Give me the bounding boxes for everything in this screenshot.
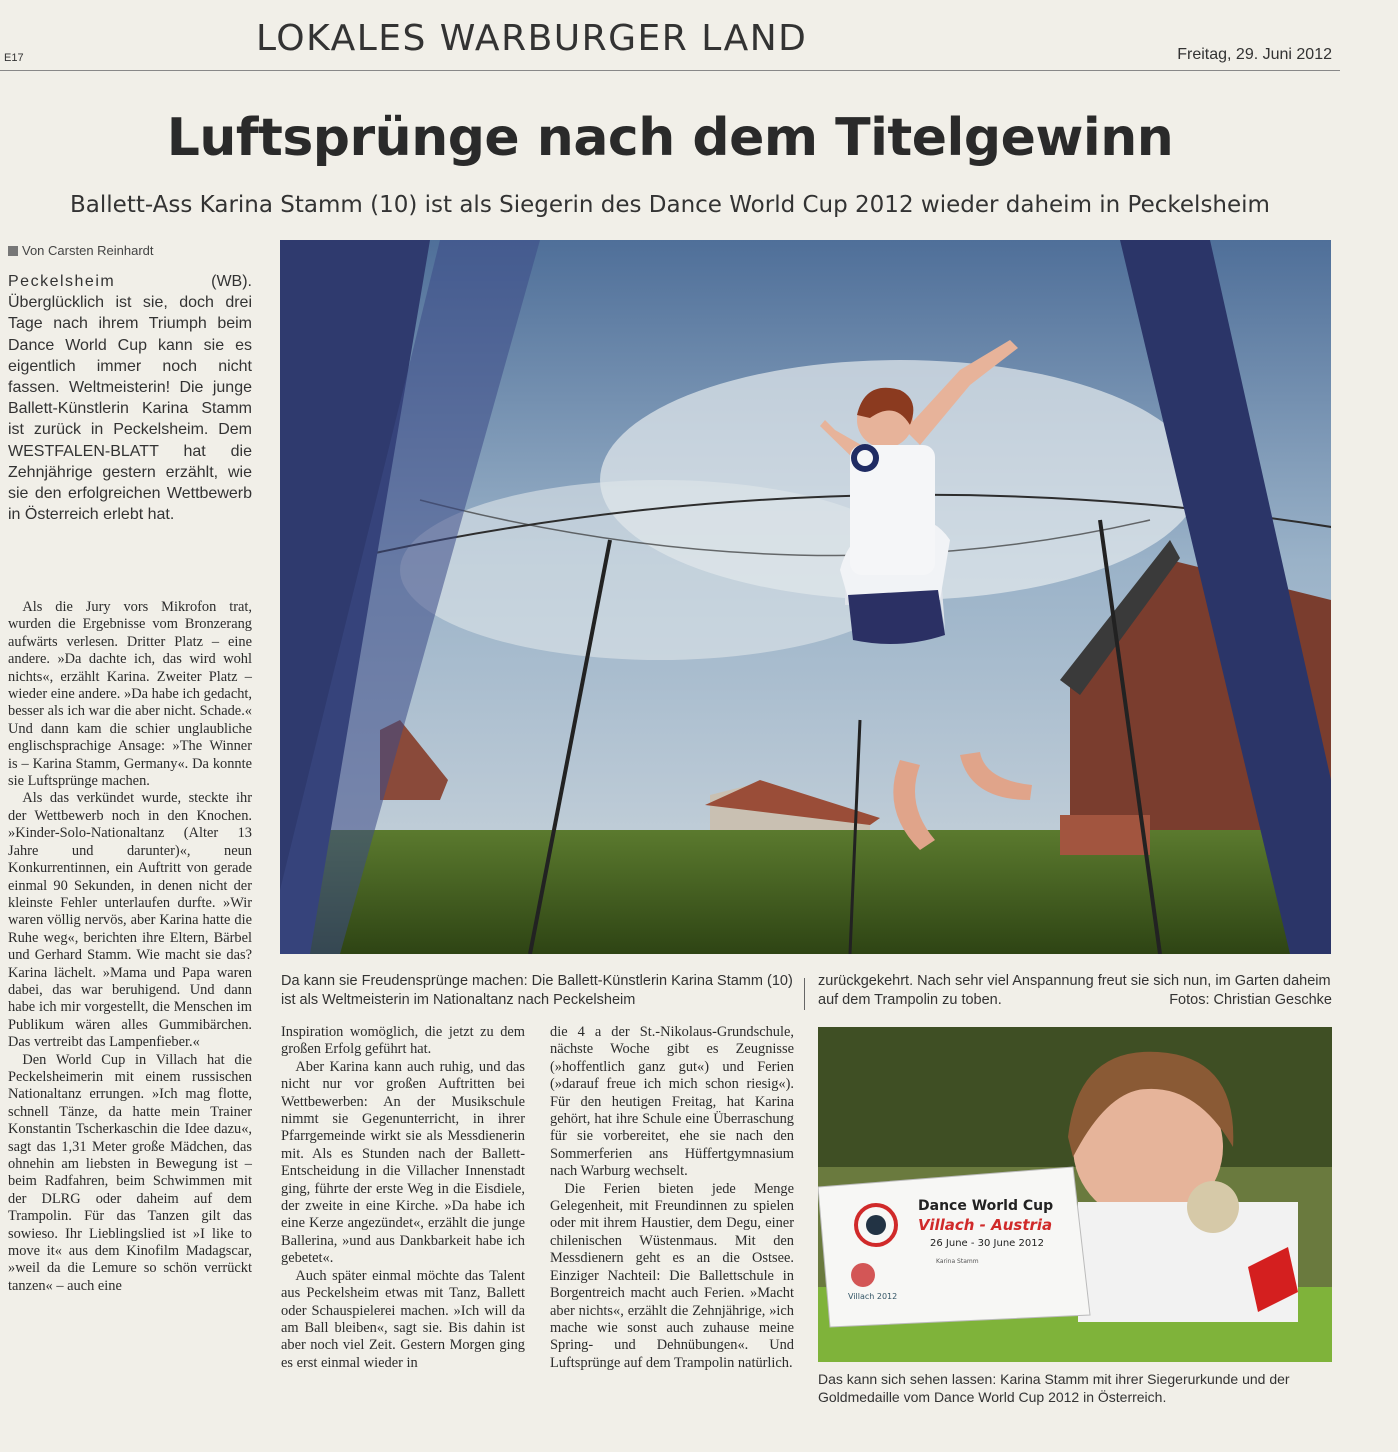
issue-date: Freitag, 29. Juni 2012 (1177, 46, 1332, 63)
certificate-photo-caption: Das kann sich sehen lassen: Karina Stamm mit ihrer Siegerurkunde und der Goldmedaille vom Dance World Cup 2012 in Österreich. (818, 1371, 1290, 1405)
intro-tag: (WB). (211, 273, 252, 290)
villach-logo-icon (851, 1263, 875, 1287)
paragraph: Den World Cup in Villach hat die Peckelsheimerin mit einem russischen Nationaltanz errungen. »Ich mag flotte, schnell Tänze, da hatte mein Trainer Konstantin Tscherkaschin die Idee dazu«, sagt das 1,31 Meter große Mädchen, das ohnehin am liebsten in Bewegung ist – beim Radfahren, beim Schwimmen mit der DLRG oder daheim auf dem Trampolin. Für das Tanzen gilt das sowieso. Ihr Lieblingslied ist »I like to move it« aus dem Kinofilm Madagscar, »weil da die Lemure so schön verrückt tanzen« – auch eine (8, 1051, 252, 1294)
paragraph: Die Ferien bieten jede Menge Gelegenheit, mit Freundinnen zu spielen oder mit ihrem Haustier, dem Degu, einer chilenischen Wüstenmaus. Mit den Messdienern geht es an die Ostsee. Einziger Nachteil: Die Ballettschule in Borgentreich macht auch Ferien. »Macht aber nichts«, erzählt die Zehnjährige, »ich mache wie sonst auch zuhause meine Spring- und Dehnübungen«. Und Luftsprünge auf dem Trampolin natürlich. (550, 1180, 794, 1371)
trampoline-illustration (280, 240, 1331, 954)
body-column-1 (8, 599, 252, 1295)
main-photo-caption-continued (818, 972, 1332, 1010)
author-marker-icon (8, 246, 18, 256)
hedge (280, 830, 1331, 954)
author-name: Von Carsten Reinhardt (22, 243, 154, 258)
intro-text: Überglücklich ist sie, doch drei Tage nach ihrem Triumph beim Dance World Cup kann sie es eigentlich immer noch nicht fassen. Weltmeisterin! Die junge Ballett-Künstlerin Karina Stamm ist zurück in Peckelsheim. Dem WESTFALEN-BLATT hat die Zehnjährige gestern erzählt, wie sie den erfolgreichen Wettbewerb in Österreich erlebt hat. (8, 294, 252, 524)
paragraph: Auch später einmal möchte das Talent aus Peckelsheim etwas mit Tanz, Ballett oder Schauspielerei machen. »Ich will da am Ball bleiben«, sagt sie. Bis dahin ist aber noch viel Zeit. Gestern Morgen ging es erst einmal wieder in (281, 1267, 525, 1371)
paragraph: Als die Jury vors Mikrofon trat, wurden die Ergebnisse vom Bronzerang aufwärts verlesen. Dritter Platz – eine andere. »Da dachte ich, das wird wohl nichts«, erzählt Karina. Zweiter Platz – wieder eine andere. »Da habe ich gedacht, besser als ich war die aber nicht. Schade.« Und dann kam die schier unglaubliche englischsprachige Ansage: »The Winner is – Karina Stamm, Germany«. Da konnte sie Luftsprünge machen. (8, 599, 252, 790)
subheadline: Ballett-Ass Karina Stamm (10) ist als Siegerin des Dance World Cup 2012 wieder daheim in Peckelsheim (70, 192, 1270, 218)
certificate-photo (818, 1027, 1332, 1362)
paragraph: Aber Karina kann auch ruhig, und das nicht nur vor großen Auftritten bei Wettbewerben: An der Musikschule nimmt sie Gegenunterricht, in ihrer Pfarrgemeinde wirkt sie als Messdienerin mit. Als es Stunden nach der Ballett-Entscheidung in die Villacher Innenstadt ging, führte der erste Weg in die Eisdiele, der zweite in eine Kirche. »Da habe ich eine Kerze angezündet«, erzählt die junge Ballerina, »und aus Dankbarkeit habe ich gebetet«. (281, 1058, 525, 1267)
paragraph: Als das verkündet wurde, steckte ihr der Wettbewerb noch in den Knochen. »Kinder-Solo-Nationaltanz (Alter 13 Jahre und darunter)«, neun Konkurrentinnen, ein Auftritt von gerade einmal 90 Sekunden, in denen nicht der kleinste Fehler unterlaufen durfte. »Wir waren völlig nervös, aber Karina hatte die Ruhe weg«, berichten ihre Eltern, Bärbel und Gerhard Stamm. Wie macht sie das? Karina lächelt. »Mama und Papa waren dabei, das war beruhigend. Und dann habe ich mir vorgestellt, die Menschen im Publikum wären alles Gummibärchen. Das vertreibt das Lampenfieber.« (8, 790, 252, 1051)
certificate-city: Villach - Austria (918, 1216, 1053, 1234)
intro-dateline: Peckelsheim (8, 273, 116, 290)
certificate-illustration (818, 1027, 1332, 1362)
dwc-logo-center (866, 1215, 886, 1235)
certificate-title: Dance World Cup (918, 1198, 1054, 1214)
body-column-2 (281, 1024, 525, 1372)
caption-divider (804, 978, 805, 1010)
author-line (8, 243, 154, 258)
paragraph: Inspiration womöglich, die jetzt zu dem großen Erfolg geführt hat. (281, 1024, 525, 1058)
section-title: LOKALES WARBURGER LAND (256, 18, 808, 59)
headline: Luftsprünge nach dem Titelgewinn (166, 108, 1174, 168)
certificate-dates: 26 June - 30 June 2012 (930, 1238, 1044, 1249)
main-photo-trampoline (280, 240, 1331, 954)
intro-paragraph (8, 271, 252, 525)
gold-medal (1187, 1181, 1239, 1233)
villach-logo-text: Villach 2012 (848, 1292, 898, 1301)
certificate-name: Karina Stamm (936, 1258, 979, 1265)
main-photo-caption: Da kann sie Freudensprünge machen: Die Ballett-Künstlerin Karina Stamm (10) ist als Weltmeisterin im Nationaltanz nach Peckelsheim (281, 973, 793, 1008)
header-rule (0, 70, 1340, 71)
roof-distant (1060, 815, 1150, 855)
paragraph: die 4 a der St.-Nikolaus-Grundschule, nächste Woche gibt es Zeugnisse (»hoffentlich ganz gut«) und Ferien (»darauf freue ich mich schon riesig«). Für den heutigen Freitag, hat Karina gehört, hat ihre Schule eine Überraschung für sie vorbereitet, ehe sie nach den Sommerferien ans Hüffertgymnasium nach Warburg wechselt. (550, 1024, 794, 1180)
caption-text: zurückgekehrt. Nach sehr viel Anspannung freut sie sich nun, im Garten daheim auf dem Trampolin zu toben. (818, 973, 1331, 1008)
page-code: E17 (4, 52, 24, 64)
photo-credit: Fotos: Christian Geschke (1169, 992, 1332, 1008)
body-column-3 (550, 1024, 794, 1372)
